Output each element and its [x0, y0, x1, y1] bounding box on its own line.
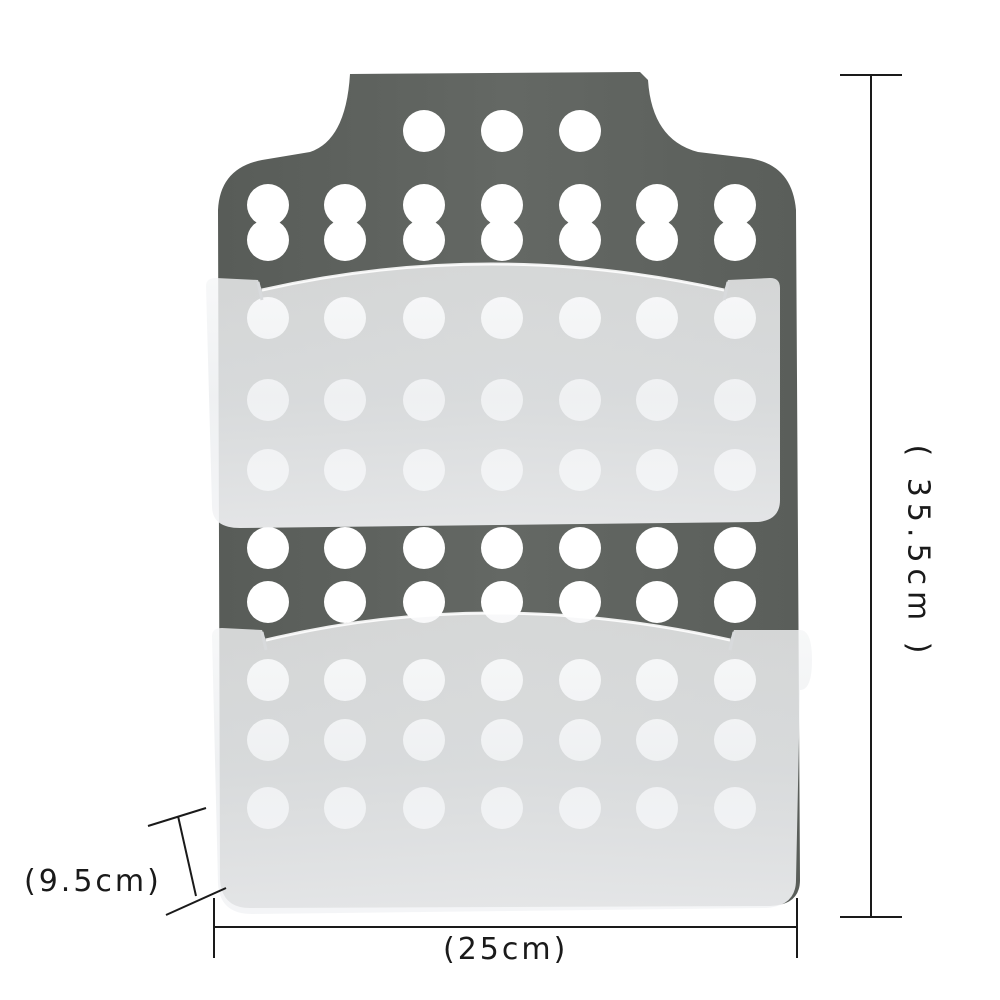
board-hole [636, 219, 678, 261]
board-hole [559, 527, 601, 569]
board-hole [559, 219, 601, 261]
depth-label: (9.5cm) [24, 864, 162, 899]
top-basket [206, 264, 780, 528]
board-hole [714, 527, 756, 569]
board-hole [636, 527, 678, 569]
board-hole [403, 110, 445, 152]
board-hole [324, 219, 366, 261]
board-hole [636, 581, 678, 623]
board-hole [559, 110, 601, 152]
board-hole [714, 581, 756, 623]
board-hole [247, 219, 289, 261]
board-hole [481, 527, 523, 569]
board-hole [403, 219, 445, 261]
board-hole [247, 581, 289, 623]
bottom-basket [212, 613, 812, 914]
board-hole [247, 527, 289, 569]
width-label: (25cm) [443, 932, 569, 967]
board-hole [324, 581, 366, 623]
board-hole [324, 527, 366, 569]
board-hole [403, 527, 445, 569]
board-hole [714, 219, 756, 261]
height-dimension-line [840, 75, 902, 917]
board-hole [481, 110, 523, 152]
height-label: ( 35.5cm ) [900, 444, 936, 660]
board-hole [481, 219, 523, 261]
